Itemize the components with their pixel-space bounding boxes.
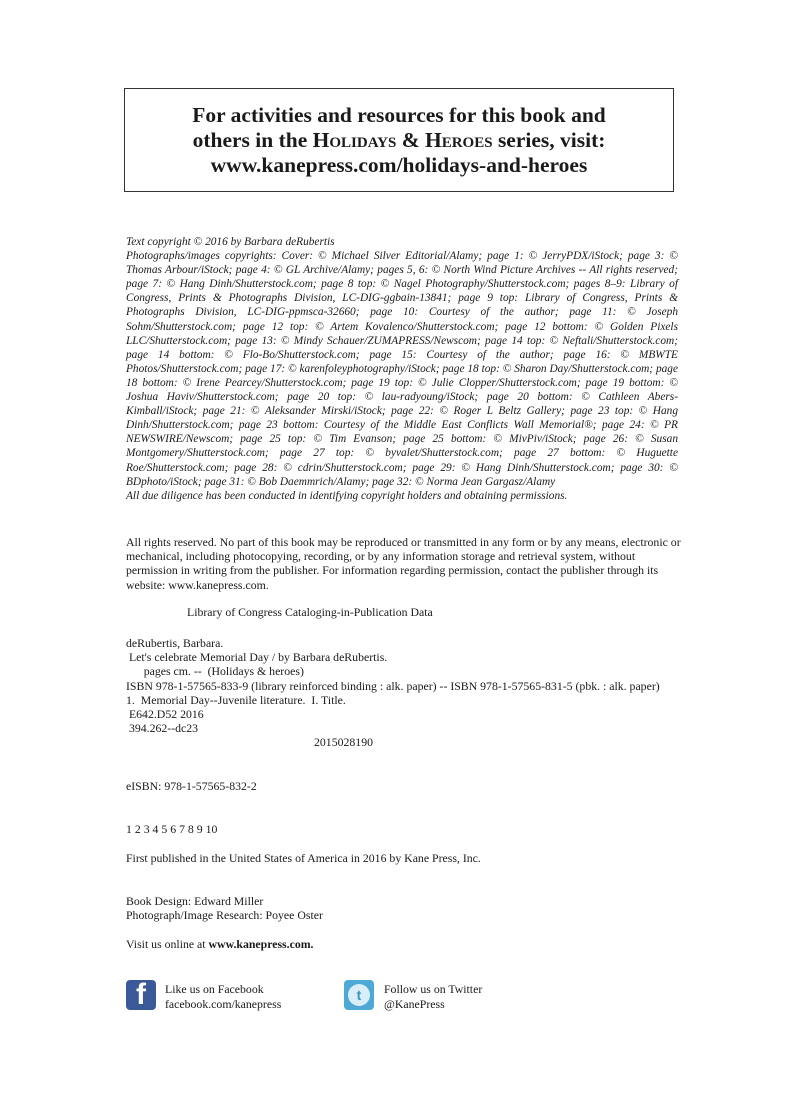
first-published: First published in the United States of America in 2016 by Kane Press, Inc. bbox=[126, 851, 481, 865]
cip-author: deRubertis, Barbara. bbox=[126, 636, 224, 650]
promo-url[interactable]: www.kanepress.com/holidays-and-heroes bbox=[210, 152, 588, 177]
cip-classification-dewey: 394.262--dc23 bbox=[126, 721, 199, 736]
text-copyright: Text copyright © 2016 by Barbara deRubertis bbox=[126, 236, 335, 248]
facebook-glyph: f bbox=[136, 980, 146, 1010]
twitter-handle[interactable]: @KanePress bbox=[384, 996, 445, 1011]
website-link[interactable]: www.kanepress.com. bbox=[208, 937, 314, 951]
copyright-credits bbox=[126, 235, 678, 503]
promo-box bbox=[124, 88, 674, 192]
promo-line-2 bbox=[193, 128, 606, 153]
promo-line-2-end: series, visit: bbox=[492, 127, 606, 152]
facebook-handle[interactable]: facebook.com/kanepress bbox=[165, 996, 282, 1011]
visit-online bbox=[126, 937, 314, 951]
image-research-credit: Photograph/Image Research: Poyee Oster bbox=[126, 908, 323, 922]
photo-credits: Photographs/images copyrights: Cover: © Michael Silver Editorial/Alamy; page 1: © JerryPDX/iStock; page 3: © Thomas Arbour/iStock; page 4: © GL Archive/Alamy; pages 5, 6: © North Wind Picture Archives -- All rights reserved; page 7: © Hang Dinh/Shutterstock.com; page 8 top: © Nagel Photography/Shutterstock.com; pages 8–9: Library of Congress, Prints & Photographs Division, LC-DIG-ggbain-13841; page 9 top: Library of Congress, Prints & Photographs Division, LC-DIG-ppmsca-32660; page 10: Courtesy of the author; page 11: © Joseph Sohm/Shutterstock.com; page 12 top: © Artem Kovalenco/Shutterstock.com; page 12 bottom: © Golden Pixels LLC/Shutterstock.com; page 13: © Mindy Schauer/ZUMAPRESS/Newscom; page 14 top: © Neftali/Shutterstock.com; page 14 bottom: © Flo-Bo/Shutterstock.com; page 15: Courtesy of the author; page 16: © MBWTE Photos/Shutterstock.com; page 17: © karenfoleyphotography/iStock; page 18 top: © Sharon Day/Shutterstock.com; page 18 bottom: © Irene Pearcey/Shutterstock.com; page 19 top: © Julie Clopper/Shutterstock.com; page 19 bottom: © Joshua Haviv/Shutterstock.com; page 20 top: © lau-radyoung/iStock; page 20 bottom: © Cathleen Abers-Kimball/iStock; page 21: © Aleksander Mirski/iStock; page 22: © Roger L Beltz Gallery; page 23 top: © Hang Dinh/Shutterstock.com; page 23 bottom: Courtesy of the Middle East Conflicts Wall Memorial®; page 24: © PR NEWSWIRE/Newscom; page 25 top: © Tim Evanson; page 25 bottom: © MivPiv/iStock; page 26: © Susan Montgomery/Shutterstock.com; page 27 top: © byvalet/Shutterstock.com; page 27 bottom: © Huguette Roe/Shutterstock.com; page 28: © cdrin/Shutterstock.com; page 29: © Hang Dinh/Shutterstock.com; page 30: © BDphoto/iStock; page 31: © Bob Daemmrich/Alamy; page 32: © Norma Jean Gargasz/Alamy bbox=[126, 250, 678, 488]
promo-line-2-start: others in the bbox=[192, 127, 313, 152]
facebook-info bbox=[165, 982, 281, 1011]
cip-heading: Library of Congress Cataloging-in-Publication Data bbox=[187, 605, 433, 619]
series-name: Holidays & Heroes bbox=[312, 127, 493, 152]
twitter-info bbox=[384, 982, 482, 1011]
due-diligence-note: All due diligence has been conducted in identifying copyright holders and obtaining permissions. bbox=[126, 489, 568, 502]
twitter-label: Follow us on Twitter bbox=[384, 982, 483, 996]
cip-lccn: 2015028190 bbox=[314, 735, 373, 750]
twitter-glyph: t bbox=[348, 984, 370, 1006]
eisbn: eISBN: 978-1-57565-832-2 bbox=[126, 779, 257, 793]
facebook-label: Like us on Facebook bbox=[165, 982, 264, 996]
printing-line: 1 2 3 4 5 6 7 8 9 10 bbox=[126, 822, 218, 836]
cip-classification-lc: E642.D52 2016 bbox=[126, 707, 204, 722]
cip-data-block bbox=[126, 636, 678, 750]
cip-pages: pages cm. -- (Holidays & heroes) bbox=[126, 664, 304, 679]
twitter-icon[interactable] bbox=[344, 980, 374, 1010]
book-design-credit: Book Design: Edward Miller bbox=[126, 894, 264, 908]
cip-isbn: ISBN 978-1-57565-833-9 (library reinforced binding : alk. paper) -- ISBN 978-1-57565-831-5 (pbk. : alk. paper) bbox=[126, 678, 660, 693]
visit-prefix: Visit us online at bbox=[126, 937, 209, 951]
promo-line-1: For activities and resources for this book and bbox=[192, 102, 606, 127]
cip-title: Let's celebrate Memorial Day / by Barbara deRubertis. bbox=[126, 650, 388, 665]
facebook-icon[interactable] bbox=[126, 980, 156, 1010]
rights-statement: All rights reserved. No part of this book may be reproduced or transmitted in any form or by any means, electronic or mechanical, including photocopying, recording, or by any information storage and retrieval system, without permission in writing from the publisher. For information regarding permission, contact the publisher through its website: www.kanepress.com. bbox=[126, 535, 681, 592]
cip-subject: 1. Memorial Day--Juvenile literature. I. Title. bbox=[126, 692, 346, 707]
